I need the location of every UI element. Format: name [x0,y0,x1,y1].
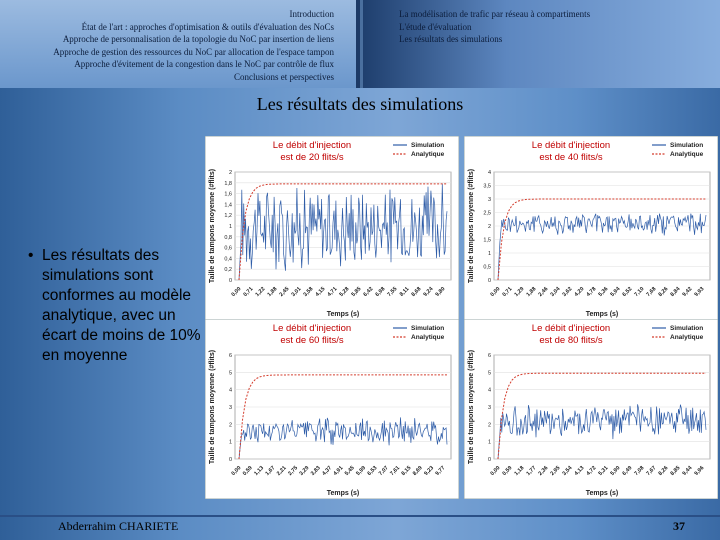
header-right-panel [360,0,720,88]
x-tick-label: 4,91 [332,465,345,477]
x-tick-label: 7,08 [633,465,646,477]
x-tick-label: 9,24 [422,286,435,298]
x-tick-label: 0,59 [501,465,514,477]
x-tick-label: 2,95 [549,465,562,477]
x-tick-label: 6,53 [366,465,379,477]
legend-simulation-label: Simulation [411,325,445,332]
chart-title-line2: est de 40 flits/s [539,152,603,163]
x-tick-label: 5,28 [338,286,351,298]
nav-item[interactable]: L'étude d'évaluation [399,21,472,32]
x-tick-label: 3,29 [298,465,311,477]
chart-title-line1: Le débit d'injection [531,323,611,334]
x-tick-label: 9,23 [423,465,436,477]
x-tick-label: 3,62 [561,286,574,298]
y-tick-label: 1,8 [224,180,232,187]
x-tick-label: 2,21 [275,465,288,477]
legend-analytique-label: Analytique [411,151,445,158]
x-axis-label: Temps (s) [326,490,360,497]
x-tick-label: 6,42 [362,286,375,298]
x-tick-label: 0,59 [241,465,254,477]
y-tick-label: 4 [228,387,232,394]
y-axis-label: Taille de tampons moyenne (#flits) [468,349,475,465]
nav-item[interactable]: Approche d'évitement de la congestion dans le NoC par contrôle de flux [74,59,334,70]
y-tick-label: 0 [228,457,232,463]
x-tick-label: 5,31 [597,465,610,477]
x-tick-label: 8,85 [669,465,682,477]
x-tick-label: 2,45 [278,286,291,298]
legend-analytique-label: Analytique [411,334,445,341]
x-tick-label: 6,52 [621,286,634,298]
x-tick-label: 0,00 [230,465,243,477]
legend-simulation-label: Simulation [670,325,704,332]
y-tick-label: 3 [487,405,491,411]
nav-item[interactable]: Conclusions et perspectives [234,71,334,82]
y-tick-label: 1,5 [483,237,491,244]
x-tick-label: 3,83 [309,465,322,477]
x-tick-label: 4,13 [573,465,586,477]
y-tick-label: 0 [228,278,232,284]
x-tick-label: 5,36 [597,286,610,298]
x-tick-label: 4,15 [314,286,327,298]
x-tick-label: 3,04 [549,286,562,298]
x-tick-label: 0,00 [489,465,502,477]
x-axis-label: Temps (s) [585,490,619,497]
x-tick-label: 5,85 [350,286,363,298]
chart-title-line1: Le débit d'injection [531,140,611,151]
chart-40-flits [464,136,718,320]
nav-item[interactable]: État de l'art : approches d'optimisation & outils d'évaluation des NoCs [81,21,334,32]
x-tick-label: 8,84 [669,286,682,298]
x-tick-label: 4,20 [573,286,586,298]
x-tick-label: 8,26 [657,286,670,298]
chart-60-flits [205,319,459,499]
legend-simulation-label: Simulation [670,142,704,149]
x-tick-label: 9,80 [434,286,447,298]
header-nav-right [399,8,590,46]
bullet-point [28,246,206,366]
x-tick-label: 8,15 [400,465,413,477]
y-tick-label: 6 [228,353,232,359]
x-tick-label: 7,61 [389,465,402,477]
y-axis-label: Taille de tampons moyenne (#flits) [468,168,475,284]
y-tick-label: 0,6 [224,245,232,252]
x-tick-label: 2,75 [287,465,300,477]
x-axis-label: Temps (s) [326,311,360,318]
nav-item[interactable]: La modélisation de trafic par réseau à compartiments [399,9,591,19]
chart-title-line1: Le débit d'injection [272,323,352,334]
chart-80-flits [464,319,718,499]
x-tick-label: 5,99 [355,465,368,477]
x-tick-label: 2,46 [537,286,550,298]
y-tick-label: 3 [487,197,491,203]
chart-title-line2: est de 60 flits/s [280,335,344,346]
x-tick-label: 1,88 [525,286,538,298]
x-tick-label: 3,58 [302,286,315,298]
y-tick-label: 0,2 [224,267,232,274]
y-tick-label: 0,8 [224,234,232,241]
y-axis-label: Taille de tampons moyenne (#flits) [209,168,216,284]
x-tick-label: 7,10 [633,286,646,298]
x-tick-label: 8,68 [410,286,423,298]
chart-20-flits [205,136,459,320]
x-tick-label: 8,11 [398,286,411,298]
x-tick-label: 5,45 [343,465,356,477]
x-tick-label: 9,77 [434,465,447,477]
nav-item[interactable]: Approche de personnalisation de la topologie du NoC par insertion de liens [62,34,334,45]
x-tick-label: 1,22 [254,286,267,298]
x-tick-label: 1,13 [253,465,266,477]
y-tick-label: 0,4 [224,256,232,263]
footer-divider [0,515,720,517]
x-tick-label: 1,29 [513,286,526,298]
x-tick-label: 4,78 [585,286,598,298]
y-tick-label: 0,5 [483,264,491,271]
x-tick-label: 5,90 [609,465,622,477]
y-tick-label: 4 [487,170,491,176]
x-tick-label: 8,69 [411,465,424,477]
legend-analytique-label: Analytique [670,151,704,158]
x-tick-label: 6,49 [621,465,634,477]
x-tick-label: 9,96 [693,465,706,477]
x-tick-label: 1,88 [266,286,279,298]
x-tick-label: 9,44 [681,465,694,477]
x-tick-label: 1,77 [525,465,538,477]
x-tick-label: 0,00 [489,286,502,298]
x-tick-label: 0,71 [242,286,255,298]
y-tick-label: 4 [487,387,491,394]
author-name: Abderrahim CHARIETE [58,519,179,533]
x-tick-label: 5,94 [609,286,622,298]
page-number: 37 [673,519,685,533]
y-tick-label: 1,2 [224,213,232,220]
y-tick-label: 2 [487,422,491,429]
y-tick-label: 1,6 [224,191,232,198]
x-tick-label: 4,37 [321,465,334,477]
y-tick-label: 0 [487,457,491,463]
x-tick-label: 7,55 [386,286,399,298]
x-tick-label: 6,98 [374,286,387,298]
x-axis-label: Temps (s) [585,311,619,318]
x-tick-label: 4,72 [585,465,598,477]
x-tick-label: 4,71 [326,286,339,298]
x-tick-label: 7,68 [645,286,658,298]
y-tick-label: 3,5 [483,183,491,190]
chart-title-line2: est de 20 flits/s [280,152,344,163]
nav-item[interactable]: Approche de gestion des ressources du NoC par allocation de l'espace tampon [53,46,334,57]
y-tick-label: 5 [487,370,491,377]
header-nav-left [53,8,334,84]
y-tick-label: 2 [487,224,491,230]
y-tick-label: 5 [228,370,232,377]
x-tick-label: 3,01 [290,286,303,298]
chart-title-line2: est de 80 flits/s [539,335,603,346]
x-tick-label: 7,07 [377,465,390,477]
x-tick-label: 7,67 [645,465,658,477]
y-tick-label: 3 [228,405,232,411]
y-tick-label: 1 [487,251,491,257]
x-tick-label: 9,93 [693,286,706,298]
x-tick-label: 8,26 [657,465,670,477]
y-tick-label: 2 [228,170,232,176]
nav-item[interactable]: Les résultats des simulations [399,34,503,45]
x-tick-label: 3,54 [561,465,574,477]
x-tick-label: 2,36 [537,465,550,477]
x-tick-label: 0,71 [501,286,514,298]
legend-simulation-label: Simulation [411,142,445,149]
y-tick-label: 1,4 [224,202,232,209]
x-tick-label: 1,18 [513,465,526,477]
header-left-panel [0,0,360,88]
x-tick-label: 9,42 [681,286,694,298]
y-tick-label: 1 [487,439,491,446]
nav-item[interactable]: Introduction [289,9,334,19]
y-axis-label: Taille de tampons moyenne (#flits) [209,349,216,465]
y-tick-label: 6 [487,353,491,359]
x-tick-label: 1,67 [264,465,277,477]
y-tick-label: 2 [228,422,232,429]
bullet-text: Les résultats des simulations sont conformes au modèle analytique, avec un écart de moins de 10% en moyenne [42,247,201,364]
x-tick-label: 0,00 [230,286,243,298]
legend-analytique-label: Analytique [670,334,704,341]
y-tick-label: 0 [487,278,491,284]
bullet-dot-icon: • [28,247,34,264]
chart-title-line1: Le débit d'injection [272,140,352,151]
y-tick-label: 2,5 [483,210,491,217]
slide-title: Les résultats des simulations [256,94,464,114]
y-tick-label: 1 [228,224,232,230]
y-tick-label: 1 [228,439,232,446]
